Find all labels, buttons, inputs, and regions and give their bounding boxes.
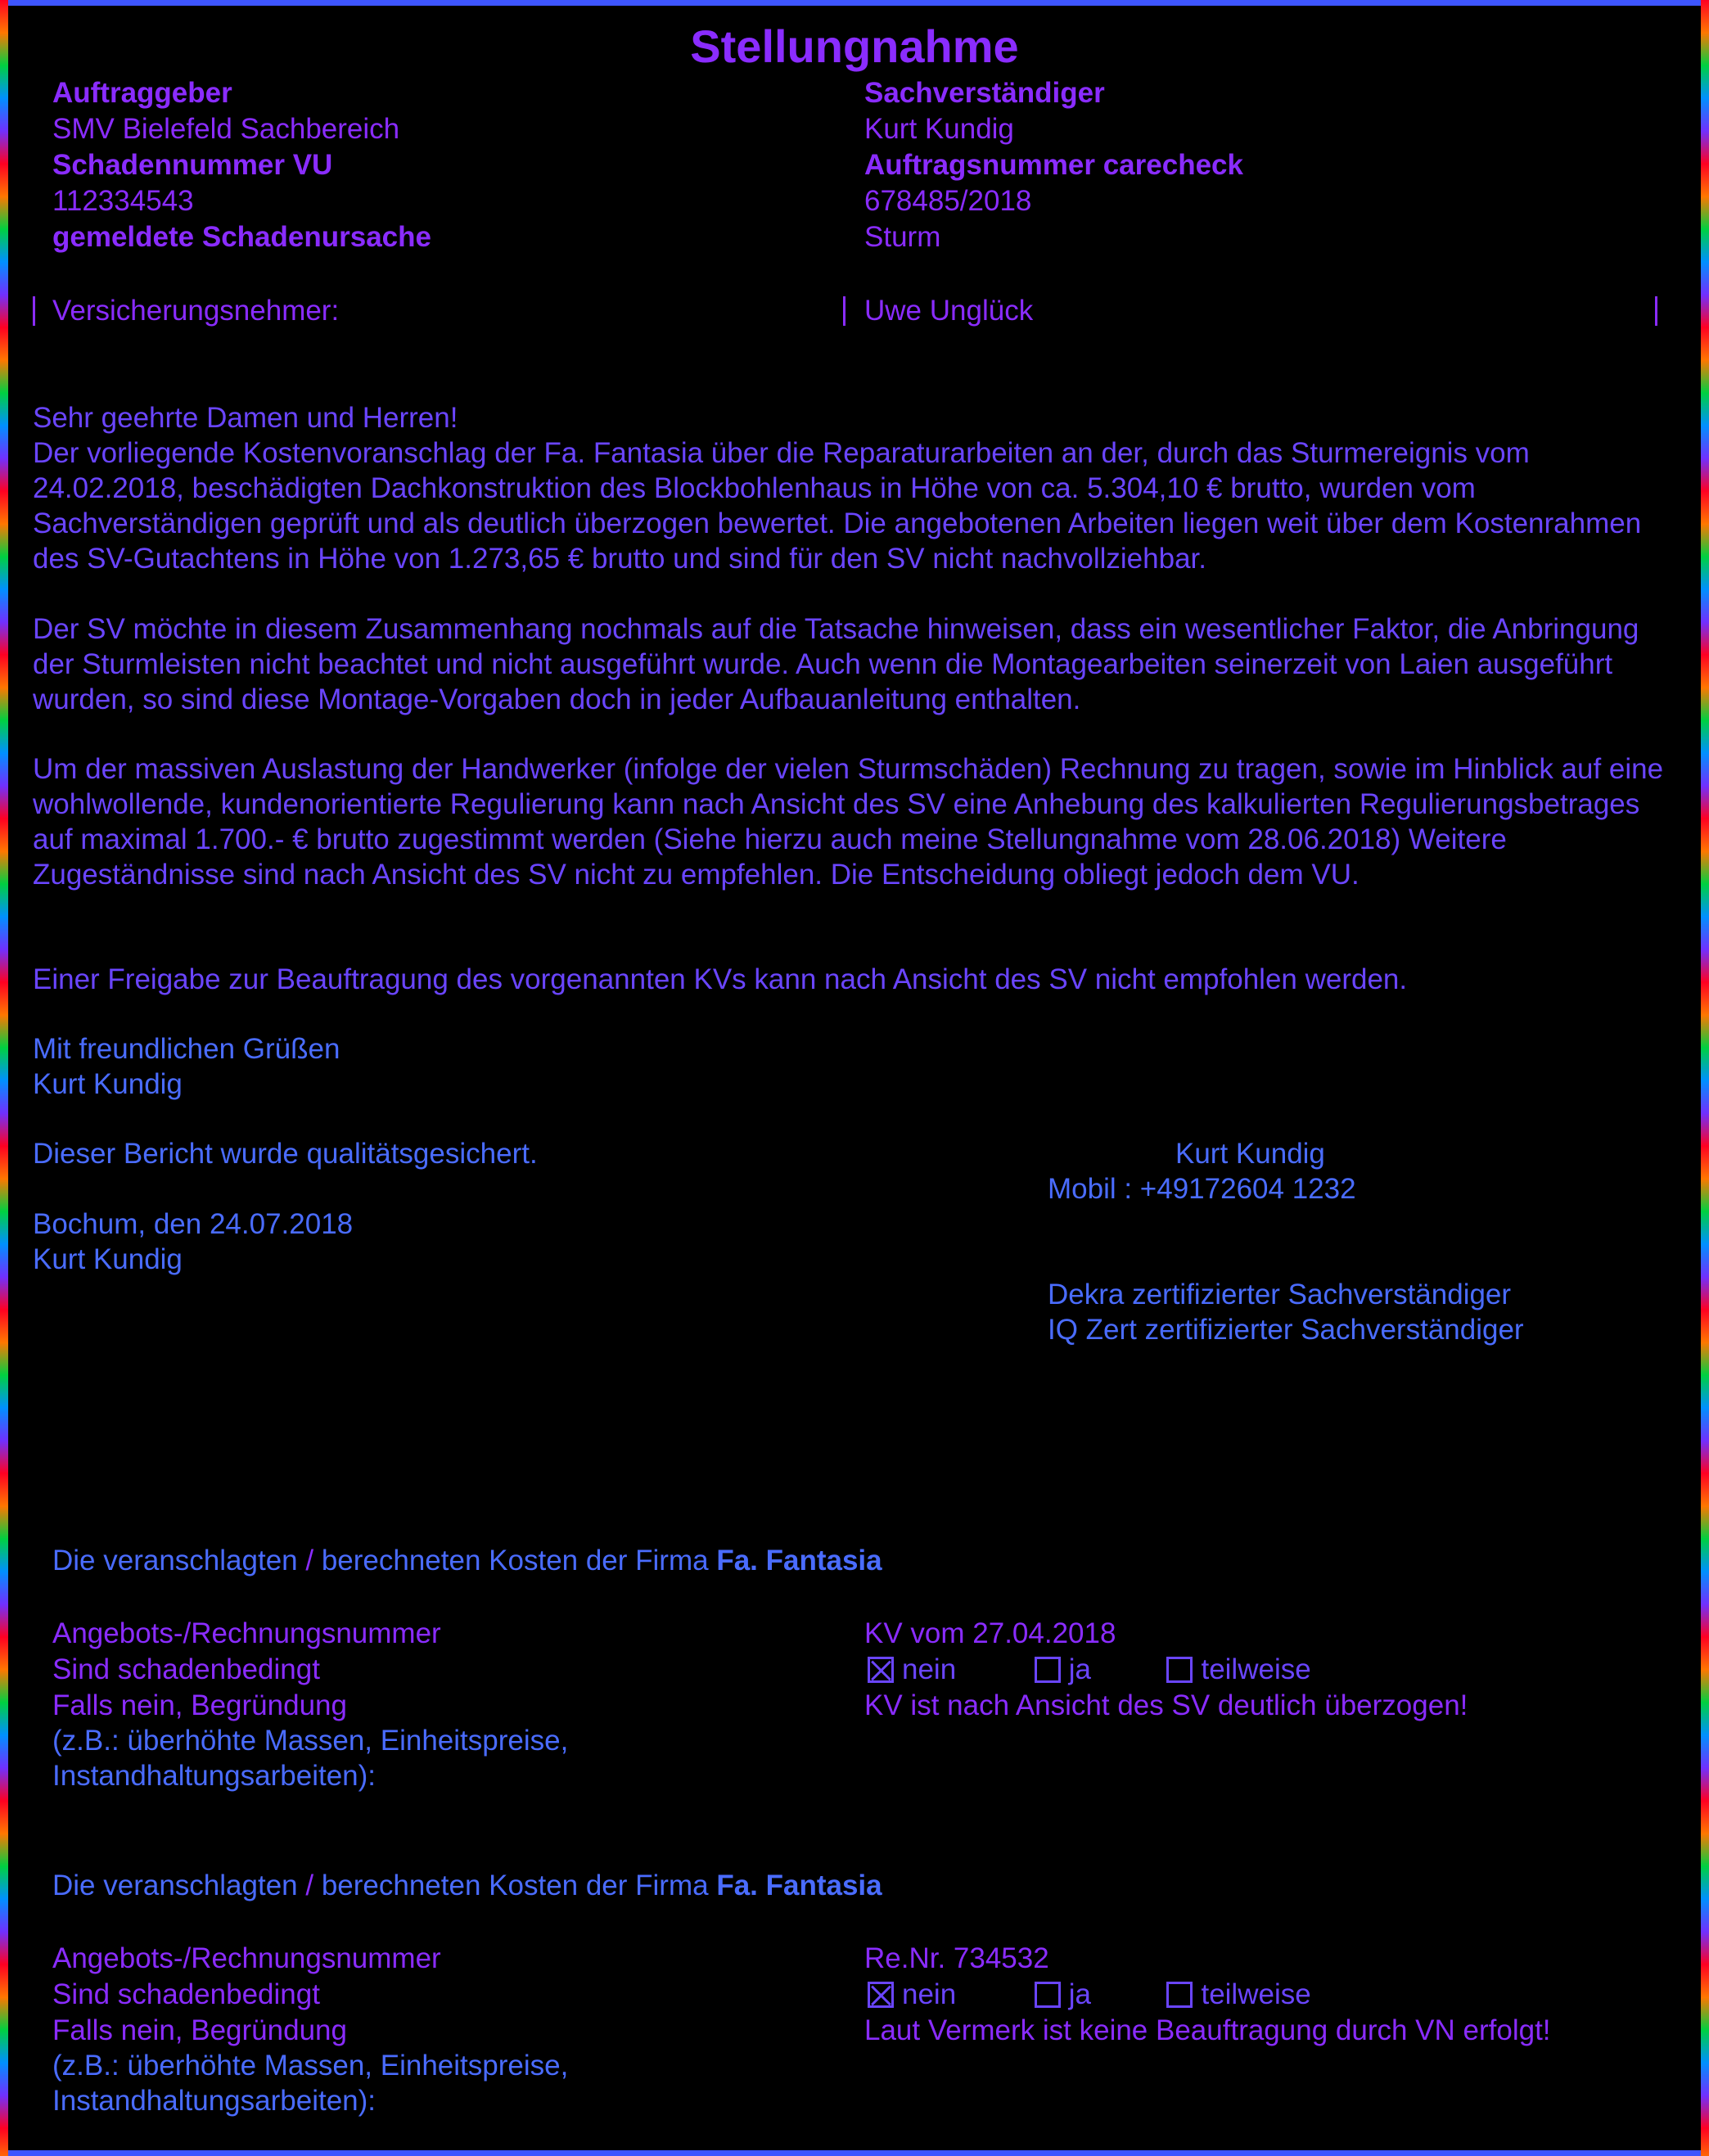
frame-right — [1701, 0, 1709, 2156]
auftragsnummer-value: 678485/2018 — [864, 185, 1032, 217]
frame-top — [0, 0, 1709, 6]
table-separator — [33, 296, 35, 326]
schadenbedingt-options — [868, 1977, 1311, 2012]
option-nein[interactable] — [868, 1977, 1026, 2012]
vn-value: Uwe Unglück — [864, 295, 1034, 327]
letter-paragraph-1: Der vorliegende Kostenvoranschlag der Fa. Fantasia über die Reparaturarbeiten an der, durch das Sturmereignis vom 24.02.2018, beschädigten Dachkonstruktion des Blockbohlenhaus in Höhe von ca. 5.304,10 € brutto, wurden vom Sachverständigen geprüft und als deutlich überzogen bewertet. Die angebotenen Arbeiten liegen weit über dem Kostenrahmen des SV-Gutachtens in Höhe von 1.273,65 € brutto und sind für den SV nicht nachvollziehbar. — [33, 437, 1642, 575]
option-nein-label: nein — [902, 1653, 957, 1685]
schadenbedingt-label: Sind schadenbedingt — [52, 1653, 320, 1685]
heading-mid: berechneten Kosten der Firma — [321, 1545, 709, 1576]
begruendung-hint: Instandhaltungsarbeiten): — [52, 2085, 376, 2117]
nummer-label: Angebots-/Rechnungsnummer — [52, 1942, 441, 1974]
letter-paragraph-2: Der SV möchte in diesem Zusammenhang nochmals auf die Tatsache hinweisen, dass ein wesentlicher Faktor, die Anbringung der Sturmleisten nicht beachtet und nicht ausgeführt wurde. Auch wenn die Montagearbeiten seinerzeit von Laien ausgeführt wurden, so sind diese Montage-Vorgaben doch in jeder Aufbauanleitung enthalten. — [33, 613, 1639, 715]
qa-note: Dieser Bericht wurde qualitätsgesichert. — [33, 1138, 538, 1170]
schadenursache-value: Sturm — [864, 221, 941, 253]
option-ja[interactable] — [1035, 1652, 1159, 1687]
closing-phrase: Mit freundlichen Grüßen — [33, 1033, 340, 1065]
vn-label: Versicherungsnehmer: — [52, 295, 340, 327]
checkbox-checked-icon[interactable] — [868, 1657, 894, 1683]
contact-mobile: Mobil : +49172604 1232 — [1048, 1173, 1356, 1205]
schadennummer-value: 112334543 — [52, 185, 194, 217]
table-separator — [1655, 296, 1657, 326]
option-ja[interactable] — [1035, 1977, 1159, 2012]
cost-block-heading — [52, 1868, 882, 1903]
begruendung-label: Falls nein, Begründung — [52, 2014, 347, 2046]
auftraggeber-label: Auftraggeber — [52, 77, 232, 109]
option-nein[interactable] — [868, 1652, 1026, 1687]
document-title: Stellungnahme — [690, 20, 1019, 72]
nummer-label: Angebots-/Rechnungsnummer — [52, 1617, 441, 1649]
begruendung-value: Laut Vermerk ist keine Beauftragung durch VN erfolgt! — [864, 2014, 1551, 2046]
signer-name: Kurt Kundig — [33, 1243, 183, 1275]
option-nein-label: nein — [902, 1978, 957, 2010]
checkbox-empty-icon[interactable] — [1035, 1982, 1061, 2008]
checkbox-checked-icon[interactable] — [868, 1982, 894, 2008]
begruendung-hint: (z.B.: überhöhte Massen, Einheitspreise, — [52, 1725, 569, 1757]
table-separator — [843, 296, 845, 326]
schadenursache-label: gemeldete Schadenursache — [52, 221, 431, 253]
option-teilweise-label: teilweise — [1201, 1978, 1311, 2010]
checkbox-empty-icon[interactable] — [1166, 1657, 1193, 1683]
schadenbedingt-options — [868, 1652, 1311, 1687]
nummer-value: KV vom 27.04.2018 — [864, 1617, 1116, 1649]
sachverstaendiger-label: Sachverständiger — [864, 77, 1105, 109]
option-teilweise[interactable] — [1166, 1652, 1310, 1687]
certification-dekra: Dekra zertifizierter Sachverständiger — [1048, 1279, 1512, 1310]
option-ja-label: ja — [1068, 1978, 1091, 2010]
schadennummer-label: Schadennummer VU — [52, 149, 333, 181]
sachverstaendiger-value: Kurt Kundig — [864, 113, 1014, 145]
contact-name: Kurt Kundig — [1175, 1138, 1325, 1170]
heading-slash: / — [305, 1545, 314, 1576]
letter-paragraph-3: Um der massiven Auslastung der Handwerker (infolge der vielen Sturmschäden) Rechnung zu tragen, sowie im Hinblick auf eine wohlwollende, kundenorientierte Regulierung kann nach Ansicht des SV eine Anhebung des kalkulierten Regulierungsbetrages auf maximal 1.700.- € brutto zugestimmt werden (Siehe hierzu auch meine Stellungnahme vom 28.06.2018) Weitere Zugeständnisse sind nach Ansicht des SV nicht zu empfehlen. Die Entscheidung obliegt jedoch dem VU. — [33, 753, 1664, 891]
closing-name: Kurt Kundig — [33, 1068, 183, 1100]
frame-left — [0, 0, 8, 2156]
heading-prefix: Die veranschlagten — [52, 1545, 298, 1576]
place-date: Bochum, den 24.07.2018 — [33, 1208, 354, 1240]
option-ja-label: ja — [1068, 1653, 1091, 1685]
heading-prefix: Die veranschlagten — [52, 1870, 298, 1901]
begruendung-value: KV ist nach Ansicht des SV deutlich überzogen! — [864, 1689, 1468, 1721]
begruendung-hint: Instandhaltungsarbeiten): — [52, 1760, 376, 1792]
frame-bottom — [0, 2150, 1709, 2156]
nummer-value: Re.Nr. 734532 — [864, 1942, 1049, 1974]
letter-paragraph-4: Einer Freigabe zur Beauftragung des vorgenannten KVs kann nach Ansicht des SV nicht empfohlen werden. — [33, 963, 1408, 995]
begruendung-label: Falls nein, Begründung — [52, 1689, 347, 1721]
checkbox-empty-icon[interactable] — [1166, 1982, 1193, 2008]
heading-slash: / — [305, 1870, 314, 1901]
cost-block-heading — [52, 1543, 882, 1578]
auftragsnummer-label: Auftragsnummer carecheck — [864, 149, 1243, 181]
checkbox-empty-icon[interactable] — [1035, 1657, 1061, 1683]
auftraggeber-value: SMV Bielefeld Sachbereich — [52, 113, 400, 145]
certification-iq-zert: IQ Zert zertifizierter Sachverständiger — [1048, 1314, 1524, 1346]
option-teilweise[interactable] — [1166, 1977, 1310, 2012]
firm-name: Fa. Fantasia — [716, 1545, 882, 1576]
option-teilweise-label: teilweise — [1201, 1653, 1311, 1685]
heading-mid: berechneten Kosten der Firma — [321, 1870, 709, 1901]
firm-name: Fa. Fantasia — [716, 1870, 882, 1901]
begruendung-hint: (z.B.: überhöhte Massen, Einheitspreise, — [52, 2050, 569, 2082]
letter-greeting: Sehr geehrte Damen und Herren! — [33, 402, 458, 434]
schadenbedingt-label: Sind schadenbedingt — [52, 1978, 320, 2010]
